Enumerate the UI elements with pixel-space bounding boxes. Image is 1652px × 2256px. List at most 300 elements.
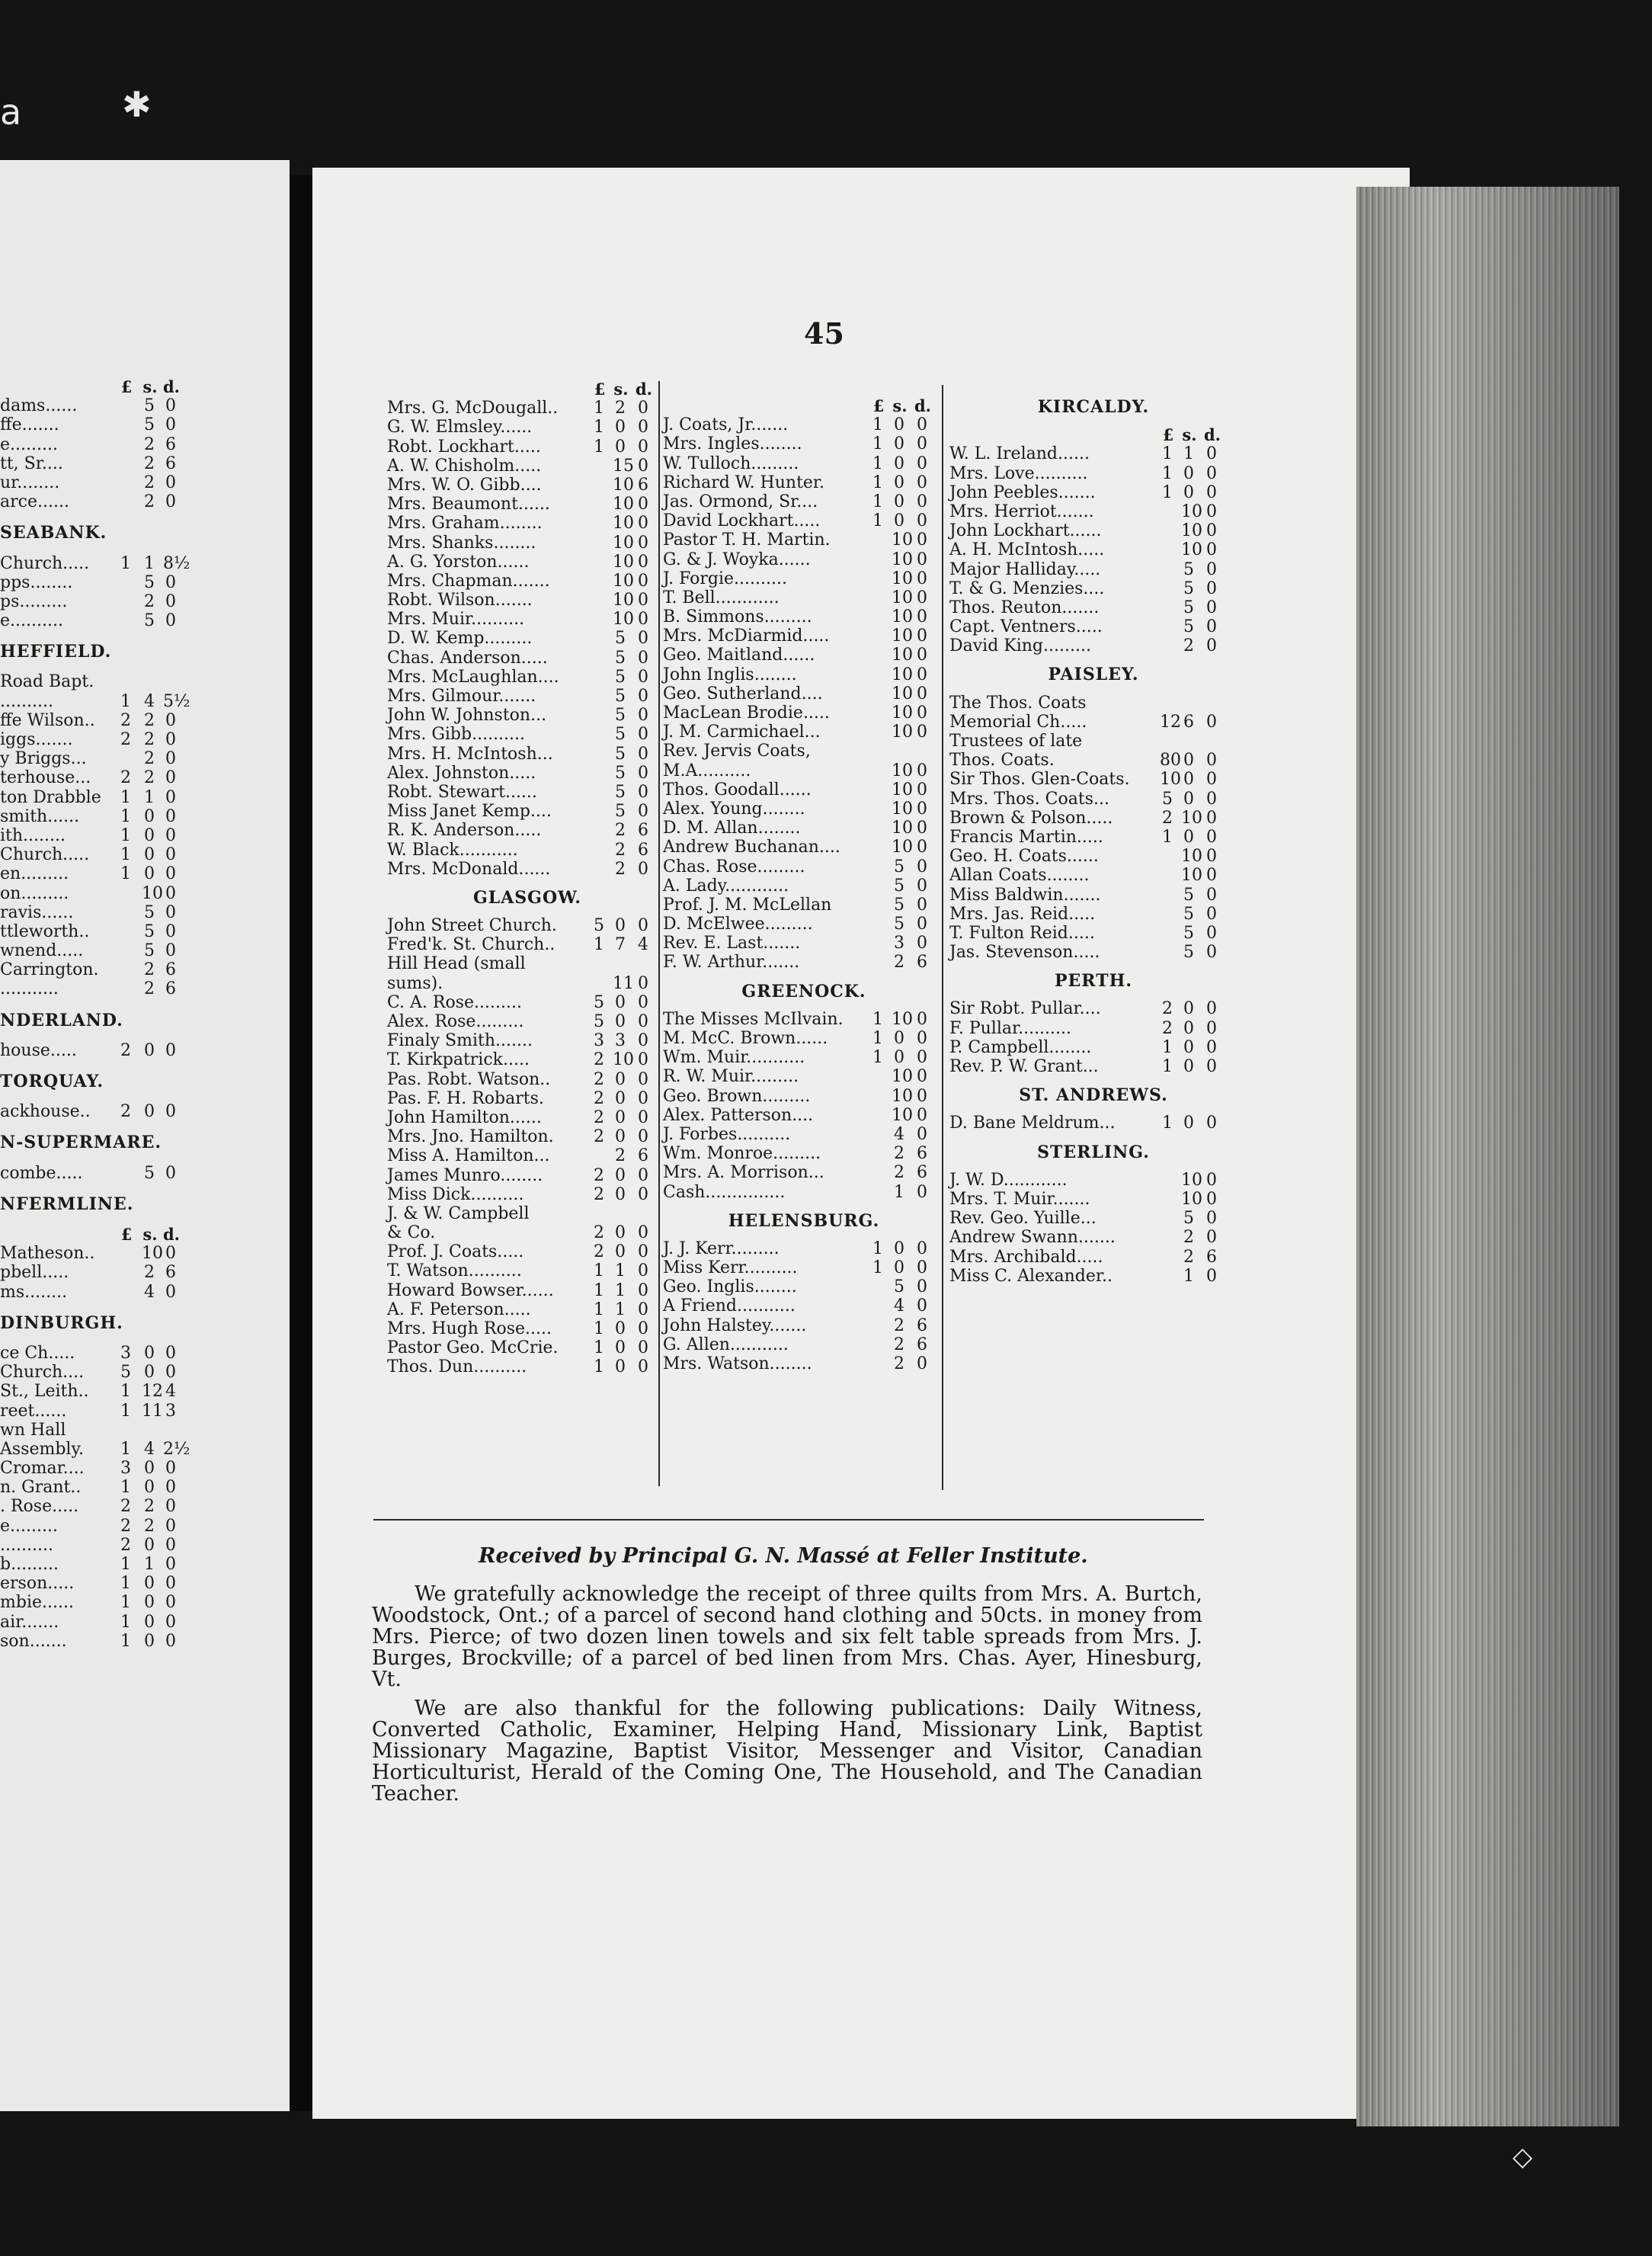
shillings-value: 10 xyxy=(613,1050,634,1070)
donor-name: Jas. Stevenson..... xyxy=(949,943,1100,963)
donation-row xyxy=(663,1163,945,1182)
pence-value: 0 xyxy=(638,552,648,572)
pounds-value: 1 xyxy=(120,691,131,711)
donation-row xyxy=(387,534,668,553)
pounds-value: 1 xyxy=(594,935,604,955)
shillings-value: 0 xyxy=(894,1258,904,1278)
shillings-value: 0 xyxy=(615,1357,626,1377)
currency-label: £ xyxy=(1162,425,1174,445)
shillings-value: 0 xyxy=(144,1343,155,1363)
donor-name: Richard W. Hunter. xyxy=(663,473,825,492)
donor-name: Alex. Patterson.... xyxy=(663,1105,814,1125)
donation-row xyxy=(663,684,945,703)
pence-value: 0 xyxy=(165,921,176,941)
shillings-value: 5 xyxy=(144,611,155,631)
donor-name: W. L. Ireland...... xyxy=(949,444,1090,464)
pence-value: 0 xyxy=(638,456,648,476)
donor-name: Church.... xyxy=(0,1363,85,1383)
shillings-value: 0 xyxy=(144,1612,155,1632)
pence-value: 6 xyxy=(638,840,648,860)
shillings-value: 10 xyxy=(892,1086,913,1106)
donor-name: Alex. Rose......... xyxy=(387,1012,524,1032)
shillings-value: 4 xyxy=(894,1124,904,1144)
donation-row xyxy=(663,1087,945,1106)
shillings-value: 0 xyxy=(615,1165,626,1185)
shillings-value: 0 xyxy=(615,418,626,437)
pence-value: 0 xyxy=(638,591,648,610)
pence-value: 6 xyxy=(165,1263,176,1283)
donor-name: Robt. Wilson....... xyxy=(387,591,533,610)
shillings-value: 0 xyxy=(144,1363,155,1383)
pence-value: 0 xyxy=(638,1242,648,1262)
pounds-value: 12 xyxy=(1160,712,1181,732)
donation-row xyxy=(387,1319,668,1338)
donor-name: Pastor Geo. McCrie. xyxy=(387,1338,559,1358)
pence-value: 0 xyxy=(1206,789,1217,809)
shillings-value: 5 xyxy=(894,895,904,915)
pence-value: 6 xyxy=(638,475,648,495)
section-title: HEFFIELD. xyxy=(0,642,112,662)
pounds-value: 1 xyxy=(1162,444,1173,464)
shillings-value: 10 xyxy=(613,475,634,495)
pence-value: 6 xyxy=(638,821,648,841)
donor-name: Geo. Maitland...... xyxy=(663,646,815,665)
shillings-value: 0 xyxy=(894,1048,904,1068)
pence-value: 0 xyxy=(165,1282,176,1302)
pence-value: 0 xyxy=(1206,847,1217,867)
pence-value: 0 xyxy=(165,1631,176,1651)
shillings-value: 2 xyxy=(1183,636,1194,656)
donation-row xyxy=(0,454,190,473)
pence-value: 0 xyxy=(165,415,176,435)
donor-name: Miss Dick.......... xyxy=(387,1184,524,1204)
donor-name: Wm. Monroe......... xyxy=(663,1144,821,1164)
shillings-value: 10 xyxy=(892,530,913,550)
shillings-value: 4 xyxy=(144,691,155,711)
pence-value: 0 xyxy=(1206,827,1217,847)
pence-value: 0 xyxy=(917,1009,927,1029)
pence-value: 0 xyxy=(917,1124,927,1144)
pence-value: 0 xyxy=(165,1459,176,1479)
donor-name: Mrs. Archibald..... xyxy=(949,1247,1103,1267)
pence-value: 0 xyxy=(165,492,176,512)
donation-row xyxy=(663,569,945,588)
pence-value: 0 xyxy=(165,845,176,865)
pence-value: 0 xyxy=(917,1048,927,1068)
pence-value: 0 xyxy=(917,646,927,665)
shillings-value: 0 xyxy=(894,434,904,454)
donor-name: iggs....... xyxy=(0,730,73,750)
donation-row xyxy=(0,1555,190,1574)
donation-row xyxy=(387,764,668,783)
donor-name: son....... xyxy=(0,1631,67,1651)
donation-row xyxy=(949,1267,1237,1286)
pence-value: 0 xyxy=(1206,808,1217,828)
pence-value: 0 xyxy=(165,1244,176,1264)
pence-value: 0 xyxy=(165,473,176,492)
pence-value: 0 xyxy=(638,1261,648,1281)
donor-name: ce Ch..... xyxy=(0,1343,75,1363)
pounds-value: 1 xyxy=(872,1009,883,1029)
section-title: PERTH. xyxy=(1054,971,1133,992)
donor-name: Thos. Reuton....... xyxy=(949,598,1100,617)
donor-name: Mrs. Jno. Hamilton. xyxy=(387,1127,554,1147)
section-title: SEABANK. xyxy=(0,523,107,543)
shillings-value: 10 xyxy=(1181,847,1202,867)
shillings-value: 0 xyxy=(894,511,904,531)
donation-row xyxy=(387,1012,668,1031)
pence-value: 0 xyxy=(1206,636,1217,656)
pence-value: 0 xyxy=(1206,1018,1217,1038)
donation-row xyxy=(949,751,1237,770)
donation-row xyxy=(949,617,1237,636)
donor-name: e......... xyxy=(0,434,58,454)
donor-name: Thos. Dun.......... xyxy=(387,1357,527,1377)
currency-label: £ xyxy=(594,380,606,399)
pounds-value: 1 xyxy=(872,1239,883,1258)
pence-value: 2½ xyxy=(163,1439,190,1459)
donation-row xyxy=(949,828,1237,847)
donation-row xyxy=(663,1277,945,1296)
pounds-value: 1 xyxy=(1162,1114,1173,1133)
donation-row xyxy=(949,713,1237,732)
shillings-value: 10 xyxy=(1181,521,1202,541)
donation-row xyxy=(0,884,190,903)
donation-row xyxy=(663,1048,945,1067)
shillings-value: 11 xyxy=(613,973,634,993)
donation-row xyxy=(663,473,945,492)
pence-value: 0 xyxy=(1206,540,1217,560)
pence-value: 5½ xyxy=(163,691,190,711)
donor-name: Mrs. Beaumont...... xyxy=(387,495,550,514)
donation-row xyxy=(387,974,668,993)
donor-name: y Briggs... xyxy=(0,749,87,769)
donation-row xyxy=(387,1300,668,1319)
pounds-value: 1 xyxy=(120,1555,131,1575)
pounds-value: 1 xyxy=(120,1439,131,1459)
donation-row xyxy=(949,1057,1237,1076)
donation-row xyxy=(387,802,668,821)
pence-value: 0 xyxy=(165,883,176,903)
donor-name: Rev. Geo. Yuille... xyxy=(949,1209,1097,1229)
shillings-value: 2 xyxy=(144,730,155,750)
pence-value: 0 xyxy=(638,725,648,745)
pence-value: 0 xyxy=(638,418,648,437)
shillings-value: 5 xyxy=(615,648,626,668)
donation-row xyxy=(0,845,190,864)
shillings-value: 5 xyxy=(1183,1209,1194,1229)
shillings-value: 0 xyxy=(894,492,904,511)
pence-value: 0 xyxy=(917,588,927,607)
shillings-value: 5 xyxy=(615,706,626,726)
donor-name: pbell..... xyxy=(0,1263,69,1283)
donation-row xyxy=(663,1125,945,1144)
shillings-value: 0 xyxy=(894,473,904,492)
pence-value: 0 xyxy=(1206,923,1217,943)
donor-name: air....... xyxy=(0,1612,59,1632)
pence-value: 0 xyxy=(917,799,927,819)
donor-name: Alex. Johnston..... xyxy=(387,763,536,783)
section-title: NDERLAND. xyxy=(0,1010,123,1030)
donor-name: Robt. Lockhart..... xyxy=(387,437,541,457)
donor-name: J. Forbes.......... xyxy=(663,1124,791,1144)
donor-name: combe..... xyxy=(0,1163,83,1183)
pence-value: 0 xyxy=(1206,482,1217,502)
shillings-value: 0 xyxy=(144,1535,155,1555)
donation-row xyxy=(0,1478,190,1497)
pence-value: 0 xyxy=(917,665,927,684)
donation-row xyxy=(0,573,190,592)
pence-value: 0 xyxy=(917,569,927,588)
pence-value: 0 xyxy=(638,916,648,936)
pence-value: 0 xyxy=(165,1574,176,1594)
shillings-value: 2 xyxy=(144,434,155,454)
pence-value: 0 xyxy=(1206,617,1217,637)
footer-paragraph-2: We are also thankful for the following publications: Daily Witness, Converted Catholic, Examiner, Helping Hand, Missionary Link, Baptist Missionary Magazine, Baptist Visitor, Messenger and Visitor, Canadian Horticulturist, Herald of the Coming One, The Household, and The Canadian Teacher. xyxy=(372,1697,1202,1806)
shillings-value: 1 xyxy=(1183,1266,1194,1286)
pence-value: 0 xyxy=(165,806,176,826)
shillings-value: 1 xyxy=(615,1280,626,1300)
donation-row xyxy=(387,860,668,879)
donor-name: Church..... xyxy=(0,845,90,865)
pounds-value: 2 xyxy=(1162,999,1173,1019)
pounds-value: 2 xyxy=(120,1535,131,1555)
pounds-value: 10 xyxy=(1160,770,1181,790)
donation-row xyxy=(387,668,668,687)
donation-row xyxy=(663,1316,945,1335)
donation-row xyxy=(949,521,1237,540)
donor-name: Wm. Muir........... xyxy=(663,1048,805,1068)
pence-value: 0 xyxy=(638,1280,648,1300)
donation-row xyxy=(949,790,1237,809)
shillings-value: 5 xyxy=(144,921,155,941)
donor-name: J. M. Carmichael... xyxy=(663,723,821,742)
pence-value: 6 xyxy=(917,1163,927,1183)
donation-row xyxy=(0,1344,190,1363)
donation-row xyxy=(387,935,668,954)
pence-value: 0 xyxy=(638,859,648,879)
donor-name: Rev. Jervis Coats, xyxy=(663,742,811,761)
shillings-value: 2 xyxy=(615,859,626,879)
shillings-value: 0 xyxy=(615,916,626,936)
pence-value: 0 xyxy=(917,1029,927,1049)
donation-row xyxy=(0,1632,190,1651)
donation-row xyxy=(663,550,945,569)
pence-value: 0 xyxy=(638,782,648,802)
donor-name: erson..... xyxy=(0,1574,75,1594)
shillings-value: 0 xyxy=(144,1574,155,1594)
pence-value: 0 xyxy=(1206,1266,1217,1286)
shillings-value: 12 xyxy=(142,1382,163,1402)
donation-row xyxy=(0,922,190,941)
currency-label: d. xyxy=(914,396,931,415)
pence-value: 0 xyxy=(165,710,176,730)
section-title: GLASGOW. xyxy=(472,887,582,908)
donor-name: Mrs. Hugh Rose..... xyxy=(387,1319,552,1339)
donation-row xyxy=(0,903,190,922)
shillings-value: 10 xyxy=(1181,808,1202,828)
pence-value: 0 xyxy=(1206,712,1217,732)
donor-name: Pastor T. H. Martin. xyxy=(663,530,831,550)
film-mark-diamond: ◇ xyxy=(1513,2142,1533,2172)
pence-value: 6 xyxy=(165,979,176,999)
donor-name: Mrs. W. O. Gibb.... xyxy=(387,475,542,495)
donation-row xyxy=(949,1019,1237,1038)
section-title: NFERMLINE. xyxy=(0,1194,134,1214)
donation-row xyxy=(663,1067,945,1086)
shillings-value: 5 xyxy=(615,802,626,822)
shillings-value: 5 xyxy=(615,744,626,764)
donor-name: M. McC. Brown...... xyxy=(663,1029,828,1049)
donor-name: ffe....... xyxy=(0,415,59,435)
donor-name: R. W. Muir......... xyxy=(663,1067,799,1087)
pence-value: 0 xyxy=(638,1088,648,1108)
pence-value: 0 xyxy=(165,749,176,769)
shillings-value: 0 xyxy=(1183,1057,1194,1077)
donor-name: J. J. Kerr......... xyxy=(663,1239,780,1258)
pounds-value: 1 xyxy=(872,1258,883,1278)
donation-row xyxy=(0,864,190,883)
shillings-value: 5 xyxy=(615,763,626,783)
donation-row xyxy=(949,560,1237,579)
pounds-value: 2 xyxy=(594,1165,604,1185)
donor-name: David Lockhart..... xyxy=(663,511,821,531)
donation-row xyxy=(949,579,1237,598)
shillings-value: 0 xyxy=(144,1102,155,1122)
shillings-value: 10 xyxy=(613,552,634,572)
donation-row xyxy=(0,1497,190,1516)
pounds-value: 1 xyxy=(1162,482,1173,502)
donation-row xyxy=(663,1335,945,1354)
pence-value: 0 xyxy=(917,1105,927,1125)
shillings-value: 5 xyxy=(1183,559,1194,579)
donor-name: Rev. E. Last....... xyxy=(663,934,801,953)
pounds-value: 1 xyxy=(120,845,131,865)
donor-name: Capt. Ventners..... xyxy=(949,617,1103,637)
pounds-value: 1 xyxy=(1162,1037,1173,1057)
shillings-value: 0 xyxy=(1183,1018,1194,1038)
donor-name: J. W. D............ xyxy=(949,1170,1068,1190)
shillings-value: 10 xyxy=(892,819,913,838)
shillings-value: 0 xyxy=(1183,789,1194,809)
donation-row xyxy=(387,629,668,648)
shillings-value: 10 xyxy=(613,591,634,610)
donation-row xyxy=(387,993,668,1012)
donor-name: e.......... xyxy=(0,611,63,631)
pence-value: 0 xyxy=(1206,770,1217,790)
shillings-value: 1 xyxy=(144,787,155,807)
pounds-value: 1 xyxy=(872,415,883,435)
pence-value: 0 xyxy=(1206,1209,1217,1229)
pence-value: 0 xyxy=(917,473,927,492)
shillings-value: 0 xyxy=(144,1631,155,1651)
shillings-value: 5 xyxy=(1183,578,1194,598)
pence-value: 0 xyxy=(917,511,927,531)
pounds-value: 1 xyxy=(120,1401,131,1421)
pence-value: 6 xyxy=(917,1335,927,1354)
shillings-value: 5 xyxy=(615,725,626,745)
pence-value: 0 xyxy=(917,1354,927,1374)
pounds-value: 2 xyxy=(594,1050,604,1070)
donation-row xyxy=(949,1114,1237,1133)
pence-value: 0 xyxy=(638,514,648,534)
donor-name: Sir Robt. Pullar.... xyxy=(949,999,1101,1019)
pence-value: 0 xyxy=(165,941,176,961)
donor-name: wn Hall xyxy=(0,1420,66,1440)
shillings-value: 1 xyxy=(615,1299,626,1319)
shillings-value: 0 xyxy=(894,453,904,473)
film-mark-a: a xyxy=(0,91,22,133)
shillings-value: 10 xyxy=(613,533,634,553)
shillings-value: 10 xyxy=(892,703,913,723)
currency-label: d. xyxy=(636,380,652,399)
pence-value: 0 xyxy=(165,1497,176,1517)
donation-row xyxy=(0,1613,190,1632)
column-divider-2 xyxy=(942,385,943,1490)
pounds-value: 80 xyxy=(1160,751,1181,771)
shillings-value: 10 xyxy=(613,495,634,514)
shillings-value: 11 xyxy=(142,1401,163,1421)
pence-value: 0 xyxy=(1206,866,1217,886)
pence-value: 0 xyxy=(165,1040,176,1060)
shillings-value: 1 xyxy=(144,553,155,573)
pence-value: 0 xyxy=(1206,904,1217,924)
donation-row xyxy=(387,1242,668,1261)
donor-name: Francis Martin..... xyxy=(949,827,1103,847)
donation-row xyxy=(949,483,1237,502)
shillings-value: 5 xyxy=(1183,885,1194,905)
pounds-value: 5 xyxy=(120,1363,131,1383)
donation-row xyxy=(387,1261,668,1280)
pence-value: 0 xyxy=(917,415,927,435)
shillings-value: 5 xyxy=(1183,904,1194,924)
pence-value: 0 xyxy=(917,703,927,723)
pence-value: 0 xyxy=(165,1163,176,1183)
pounds-value: 1 xyxy=(120,1593,131,1613)
pence-value: 0 xyxy=(638,1357,648,1377)
donor-name: St., Leith.. xyxy=(0,1382,89,1402)
shillings-value: 10 xyxy=(892,588,913,607)
donation-row xyxy=(387,495,668,514)
shillings-value: 0 xyxy=(144,1040,155,1060)
currency-label: £ xyxy=(120,1225,133,1245)
pounds-value: 1 xyxy=(120,1574,131,1594)
donation-row xyxy=(0,826,190,845)
donor-name: D. W. Kemp......... xyxy=(387,629,533,649)
donor-name: James Munro........ xyxy=(387,1165,543,1185)
currency-label: d. xyxy=(163,1225,180,1245)
shillings-value: 10 xyxy=(892,761,913,780)
pence-value: 0 xyxy=(638,667,648,687)
pounds-value: 1 xyxy=(594,1261,604,1281)
pence-value: 0 xyxy=(165,572,176,592)
shillings-value: 1 xyxy=(615,1261,626,1281)
donation-row xyxy=(0,788,190,807)
donation-row xyxy=(387,1223,668,1242)
donor-name: Geo. Brown......... xyxy=(663,1086,811,1106)
donor-name: wnend..... xyxy=(0,941,84,961)
shillings-value: 0 xyxy=(615,1107,626,1127)
donor-name: John Hamilton...... xyxy=(387,1107,542,1127)
donor-name: ton Drabble xyxy=(0,787,101,807)
donor-name: Major Halliday..... xyxy=(949,559,1101,579)
donor-name: G. W. Elmsley...... xyxy=(387,418,533,437)
shillings-value: 10 xyxy=(892,569,913,588)
pounds-value: 3 xyxy=(120,1343,131,1363)
section-title: GREENOCK. xyxy=(741,981,866,1001)
donor-name: Andrew Swann....... xyxy=(949,1228,1116,1248)
donation-row xyxy=(663,1258,945,1277)
